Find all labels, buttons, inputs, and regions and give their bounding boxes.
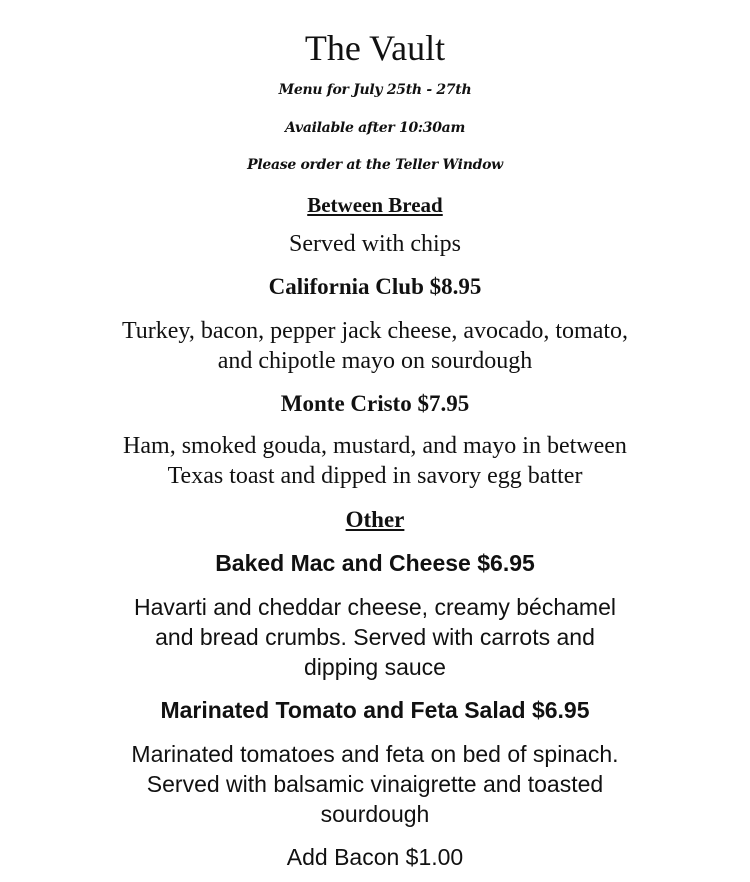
section-note: Served with chips [289,231,461,257]
item-description-tomato-feta-salad [0,739,750,829]
description-line: sourdough [320,801,430,827]
description-line: Havarti and cheddar cheese, creamy béchamel [134,594,616,620]
description-line: Texas toast and dipped in savory egg batter [167,463,583,489]
menu-item-baked-mac-and-cheese: Baked Mac and Cheese $6.95 [215,550,535,576]
description-line: Turkey, bacon, pepper jack cheese, avocado, tomato, [121,318,629,344]
description-line: and chipotle mayo on sourdough [217,348,533,374]
restaurant-title: The Vault [304,28,446,68]
description-line: dipping sauce [304,654,446,680]
menu-item-monte-cristo: Monte Cristo $7.95 [280,391,470,416]
description-line: and bread crumbs. Served with carrots and [155,624,595,650]
menu-dates: Menu for July 25th - 27th [278,82,472,98]
item-description-california-club [0,316,750,376]
menu-item-tomato-feta-salad: Marinated Tomato and Feta Salad $6.95 [160,697,590,723]
section-heading-other: Other [345,507,405,532]
description-line: Marinated tomatoes and feta on bed of spinach. [131,741,619,767]
item-description-baked-mac-and-cheese [0,592,750,682]
section-heading-between-bread: Between Bread [307,193,443,217]
availability-note: Available after 10:30am [285,120,465,136]
description-line: Ham, smoked gouda, mustard, and mayo in between [123,433,627,459]
addon-bacon: Add Bacon $1.00 [286,844,464,870]
menu-item-california-club: California Club $8.95 [268,274,482,299]
description-line: Served with balsamic vinaigrette and toasted [146,771,604,797]
item-description-monte-cristo [0,431,750,491]
ordering-note: Please order at the Teller Window [247,157,503,173]
